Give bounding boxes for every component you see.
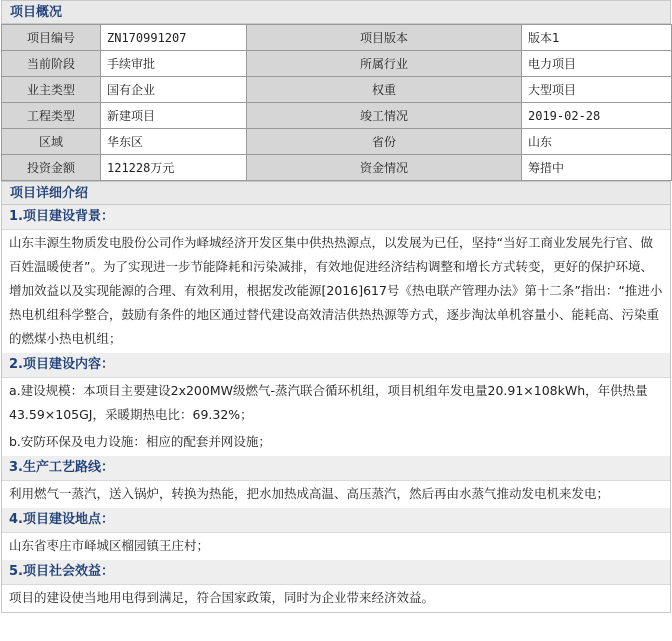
field-label: 投资金额 <box>2 155 101 181</box>
field-value: 筹措中 <box>522 155 672 181</box>
field-label: 权重 <box>247 77 522 103</box>
section-heading: 4.项目建设地点： <box>2 508 670 533</box>
section-paragraph: b.安防环保及电力设施：相应的配套并网设施； <box>9 434 271 449</box>
overview-row <box>2 129 672 155</box>
field-value: 手续审批 <box>101 51 247 77</box>
detail-body <box>1 205 671 613</box>
section-heading: 5.项目社会效益： <box>2 560 670 585</box>
section-paragraph: 山东丰源生物质发电股份公司作为峄城经济开发区集中供热热源点，以发展为已任，坚持“当好工商业发展先行官、做百姓温暖使者”。为了实现进一步节能降耗和污染减排，有效地促进经济结构调整和增长方式转变，更好的保护环境、增加效益以及实现能源的合理、有效利用，根据发改能源[2016]617号《热电联产管理办法》第十二条”指出：“推进小热电机组科学整合，鼓励有条件的地区通过替代建设高效清洁供热热源等方式，逐步淘汰单机容量小、能耗高、污染重的燃煤小热电机组； <box>9 235 663 346</box>
field-label: 所属行业 <box>247 51 522 77</box>
detail-title: 项目详细介绍 <box>1 181 671 205</box>
section-paragraph: 项目的建设使当地用电得到满足，符合国家政策，同时为企业带来经济效益。 <box>9 590 435 605</box>
section-paragraph: a.建设规模：本项目主要建设2x200MW级燃气-蒸汽联合循环机组，项目机组年发电量20.91×108kWh，年供热量43.59×105GJ，采暖期热电比：69.32%； <box>9 383 648 422</box>
section-heading: 3.生产工艺路线： <box>2 456 670 481</box>
overview-row <box>2 51 672 77</box>
field-value: ZN170991207 <box>101 25 247 51</box>
section-paragraph: 山东省枣庄市峄城区榴园镇王庄村； <box>9 538 210 553</box>
field-label: 项目版本 <box>247 25 522 51</box>
field-value: 华东区 <box>101 129 247 155</box>
field-value: 版本1 <box>522 25 672 51</box>
field-label: 竣工情况 <box>247 103 522 129</box>
field-value: 2019-02-28 <box>522 103 672 129</box>
field-value: 电力项目 <box>522 51 672 77</box>
field-label: 项目编号 <box>2 25 101 51</box>
field-value: 国有企业 <box>101 77 247 103</box>
project-page <box>1 0 671 613</box>
overview-row <box>2 77 672 103</box>
overview-row <box>2 155 672 181</box>
field-label: 区域 <box>2 129 101 155</box>
field-label: 工程类型 <box>2 103 101 129</box>
field-label: 当前阶段 <box>2 51 101 77</box>
field-value: 山东 <box>522 129 672 155</box>
field-label: 资金情况 <box>247 155 522 181</box>
field-label: 业主类型 <box>2 77 101 103</box>
overview-row <box>2 103 672 129</box>
section-heading: 2.项目建设内容： <box>2 353 670 378</box>
field-label: 省份 <box>247 129 522 155</box>
section-paragraph: 利用燃气一蒸汽，送入锅炉，转换为热能，把水加热成高温、高压蒸汽，然后再由水蒸气推动发电机来发电； <box>9 486 610 501</box>
field-value: 121228万元 <box>101 155 247 181</box>
section-heading: 1.项目建设背景： <box>2 205 670 230</box>
overview-title: 项目概况 <box>1 0 671 24</box>
field-value: 新建项目 <box>101 103 247 129</box>
field-value: 大型项目 <box>522 77 672 103</box>
overview-row <box>2 25 672 51</box>
overview-table <box>1 24 672 181</box>
